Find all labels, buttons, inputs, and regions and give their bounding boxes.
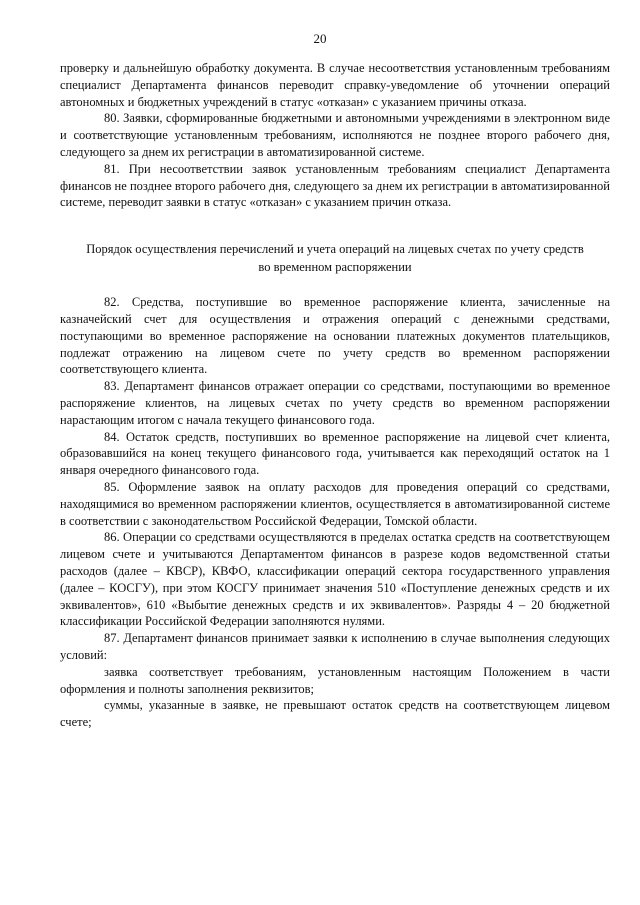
paragraph-80: 80. Заявки, сформированные бюджетными и автономными учреждениями в электронном виде и соответствующие установленным требованиям, исполняются не позднее второго рабочего дня, следующего за днем их регистрации в автоматизированной системе. (60, 111, 610, 159)
paragraph-85: 85. Оформление заявок на оплату расходов для проведения операций со средствами, находящимися во временном распоряжении клиентов, осуществляется в автоматизированной системе в соответствии с законодательством Российской Федерации, Томской области. (60, 479, 610, 528)
paragraph-81: 81. При несоответствии заявок установленным требованиям специалист Департамента финансов не позднее второго рабочего дня, следующего за днем их регистрации в автоматизированной системе, переводит заявки в статус «отказан» с указанием причин отказа. (60, 161, 610, 210)
paragraph-87-condition-1: заявка соответствует требованиям, установленным настоящим Положением в части оформления и полноты заполнения реквизитов; (60, 664, 610, 696)
document-body (60, 60, 610, 731)
paragraph-82: 82. Средства, поступившие во временное распоряжение клиента, зачисленные на казначейский счет для осуществления и отражения операций с денежными средствами, поступающими во временное распоряжение на основании платежных документов плательщиков, подлежат отражению на лицевом счете по учету средств во временном распоряжении соответствующего клиента. (60, 295, 610, 377)
paragraph-86: 86. Операции со средствами осуществляются в пределах остатка средств на соответствующем лицевом счете и учитываются Департаментом финансов в разрезе кодов ведомственной статьи расходов (далее – КВСР), КВФО, классификации операций сектора государственного управления (далее – КОСГУ), при этом КОСГУ принимает значения 510 «Поступление денежных средств и их эквивалентов», 610 «Выбытие денежных средств и их эквивалентов». Разряды 4 – 20 бюджетной классификации Российской Федерации заполняются нулями. (60, 530, 610, 629)
paragraph-87: 87. Департамент финансов принимает заявки к исполнению в случае выполнения следующих условий: (60, 631, 610, 662)
paragraph-87-condition-2: суммы, указанные в заявке, не превышают остаток средств на соответствующем лицевом счете; (60, 698, 610, 730)
paragraph-83: 83. Департамент финансов отражает операции со средствами, поступающими во временное распоряжение клиентов, на лицевых счетах по учету средств во временном распоряжении нарастающим итогом с начала текущего финансового года. (60, 379, 610, 427)
paragraph-84: 84. Остаток средств, поступивших во временное распоряжение на лицевой счет клиента, образовавшийся на конец текущего финансового года, учитывается как переходящий остаток на 1 января очередного финансового года. (60, 429, 610, 478)
paragraph-intro: проверку и дальнейшую обработку документа. В случае несоответствия установленным требованиям специалист Департамента финансов переводит справку-уведомление об уточнении операций автономных и бюджетных учреждений в статус «отказан» с указанием причины отказа. (60, 61, 610, 109)
section-heading: Порядок осуществления перечислений и учета операций на лицевых счетах по учету средств во временном распоряжении (86, 242, 584, 274)
page-number: 20 (313, 31, 327, 46)
